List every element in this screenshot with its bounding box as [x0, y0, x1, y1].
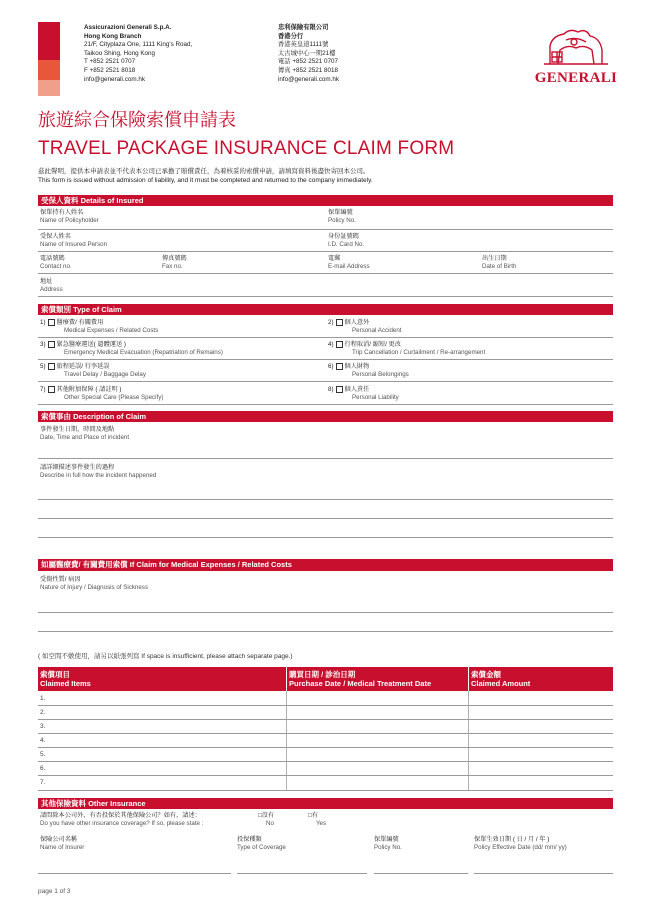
field-line-effective[interactable] [474, 873, 613, 874]
claim-type-4[interactable]: 4) 行程取消/ 縮短/ 更改 Trip Cancellation / Curtailment / Re-arrangement [328, 341, 486, 356]
label-id-card: 身份証號碼 I.D. Card No. [328, 233, 365, 248]
form-title-zh: 旅遊綜合保險索償申請表 [38, 110, 236, 130]
claim-type-6[interactable]: 6) 個人財物 Personal Belongings [328, 363, 409, 378]
table-row[interactable]: 7. [40, 779, 46, 786]
label-insured-person: 受保人姓名 Name of Insured Person [40, 233, 108, 248]
row-line [38, 790, 613, 791]
table-row[interactable]: 4. [40, 737, 46, 744]
field-line-contact[interactable] [38, 273, 613, 274]
table-row[interactable]: 1. [40, 695, 46, 702]
label-policy: 保單編號 Policy No. [374, 836, 402, 851]
lion-icon [530, 24, 622, 70]
field-line-nature-2[interactable] [38, 631, 613, 632]
label-effective-date: 保單生效日期 ( 日 / 月 / 年 ) Policy Effective Date (dd/ mm/ yy) [474, 836, 567, 851]
brand-block-light [38, 80, 60, 96]
company-address-en: Assicurazioni Generali S.p.A. Hong Kong Branch 21/F, Cityplaza One, 1111 King's Road, Taikoo Shing, Hong Kong T +852 2521 0707 F +852 2521 8018 info@generali.com.hk [84, 24, 193, 83]
claim-type-5[interactable]: 5) 旅程延誤/ 行李延誤 Travel Delay / Baggage Delay [40, 363, 146, 378]
col-claimed-items: 索償項目 Claimed Items [40, 670, 91, 688]
field-line-how-3[interactable] [38, 537, 613, 538]
section-header-medical: 如屬醫療費/ 有關費用索償 If Claim for Medical Expenses / Related Costs [38, 559, 613, 571]
field-line-how-1[interactable] [38, 499, 613, 500]
row-line [38, 761, 613, 762]
row-line [38, 775, 613, 776]
checkbox-5[interactable] [48, 363, 55, 370]
label-insurer: 保險公司名稱 Name of Insurer [40, 836, 85, 851]
checkbox-8[interactable] [336, 386, 343, 393]
notice-text: 茲此聲明，提供本申請表並不代表本公司已承擔了賠償責任，為着核妥的索償申請，請填寫資料後盡快寄回本公司。 This form is issued without admission of liability, and it must be completed and returned to the company immediately. [38, 168, 373, 184]
company-address-zh: 忠利保險有限公司 香港分行 香港英皇道1111號 太古城中心一期21樓 電話 +852 2521 0707 傳真 +852 2521 8018 info@generali.com.hk [278, 24, 339, 83]
claim-type-1[interactable]: 1) 醫療費/ 有關費用 Medical Expenses / Related Costs [40, 319, 159, 334]
divider [38, 359, 613, 360]
label-email: 電郵 E-mail Address [328, 255, 370, 270]
section-header-description: 索償事由 Description of Claim [38, 411, 613, 422]
label-fax: 傳真號碼 Fax no. [162, 255, 187, 270]
section-header-other-insurance: 其他保險資料 Other Insurance [38, 798, 613, 809]
field-line-how-2[interactable] [38, 518, 613, 519]
field-line-insurer[interactable] [38, 873, 231, 874]
table-row[interactable]: 3. [40, 723, 46, 730]
table-row[interactable]: 2. [40, 709, 46, 716]
label-address: 地址 Address [40, 278, 63, 293]
option-no[interactable]: □沒有 No [258, 812, 275, 827]
row-line [38, 719, 613, 720]
table-row[interactable]: 6. [40, 765, 46, 772]
label-coverage: 投保種類 Type of Coverage [237, 836, 286, 851]
label-incident-how: 請詳細描述事件發生的過程 Describe in full how the incident happened [40, 464, 157, 479]
other-insurance-question: 請問除本公司外，有否投保於其他保險公司？如有，請述： Do you have other insurance coverage? If so, please state : [40, 812, 204, 827]
section-header-insured: 受保人資料 Details of Insured [38, 195, 613, 206]
label-incident-when: 事件發生日期，時間及地點 Date, Time and Place of incident [40, 426, 130, 441]
col-claimed-amount: 索償金額 Claimed Amount [471, 670, 531, 688]
brand-block-dark [38, 22, 60, 60]
divider [38, 404, 613, 405]
label-contact: 電話號碼 Contact no. [40, 255, 72, 270]
col-purchase-date: 購買日期 / 診治日期 Purchase Date / Medical Treatment Date [289, 670, 432, 688]
row-line [38, 733, 613, 734]
claim-type-8[interactable]: 8) 個人責任 Personal Liability [328, 386, 399, 401]
col-divider [286, 691, 287, 791]
row-line [38, 747, 613, 748]
label-policy-no: 保單編號 Policy No. [328, 209, 356, 224]
field-line-policy[interactable] [374, 873, 468, 874]
form-title-en: TRAVEL PACKAGE INSURANCE CLAIM FORM [38, 138, 455, 159]
generali-logo [530, 24, 622, 90]
space-note: ( 如空間不敷使用，請另以紙張列寫 If space is insufficient, please attach separate page.) [38, 653, 293, 660]
checkbox-4[interactable] [336, 341, 343, 348]
checkbox-1[interactable] [48, 319, 55, 326]
page-number: page 1 of 3 [38, 888, 71, 895]
col-divider [468, 691, 469, 791]
divider [38, 337, 613, 338]
label-policyholder: 保單持有人姓名 Name of Policyholder [40, 209, 99, 224]
generali-wordmark: GENERALI [534, 70, 618, 86]
field-line-coverage[interactable] [237, 873, 367, 874]
brand-block-mid [38, 60, 60, 80]
section-header-claim-type: 索償類別 Type of Claim [38, 304, 613, 315]
field-line-nature-1[interactable] [38, 612, 613, 613]
divider [38, 381, 613, 382]
label-nature-injury: 受傷性質/ 病因 Nature of Injury / Diagnosis of Sickness [40, 576, 148, 591]
field-line-address[interactable] [38, 296, 613, 297]
claim-type-3[interactable]: 3) 緊急醫療運送( 遺體運送 ) Emergency Medical Evacuation (Repatriation of Remains) [40, 341, 223, 356]
checkbox-3[interactable] [48, 341, 55, 348]
checkbox-7[interactable] [48, 386, 55, 393]
table-row[interactable]: 5. [40, 751, 46, 758]
field-line-insured[interactable] [38, 251, 613, 252]
row-line [38, 705, 613, 706]
checkbox-6[interactable] [336, 363, 343, 370]
field-line-policyholder[interactable] [38, 229, 613, 230]
field-line-incident-when[interactable] [38, 458, 613, 459]
checkbox-2[interactable] [336, 319, 343, 326]
claim-type-7[interactable]: 7) 其他附加保障 ( 請註明 ) Other Special Care (Please Specify) [40, 386, 164, 401]
label-dob: 出生日期 Date of Birth [482, 255, 517, 270]
claim-type-2[interactable]: 2) 個人意外 Personal Accident [328, 319, 402, 334]
option-yes[interactable]: □有 Yes [308, 812, 327, 827]
